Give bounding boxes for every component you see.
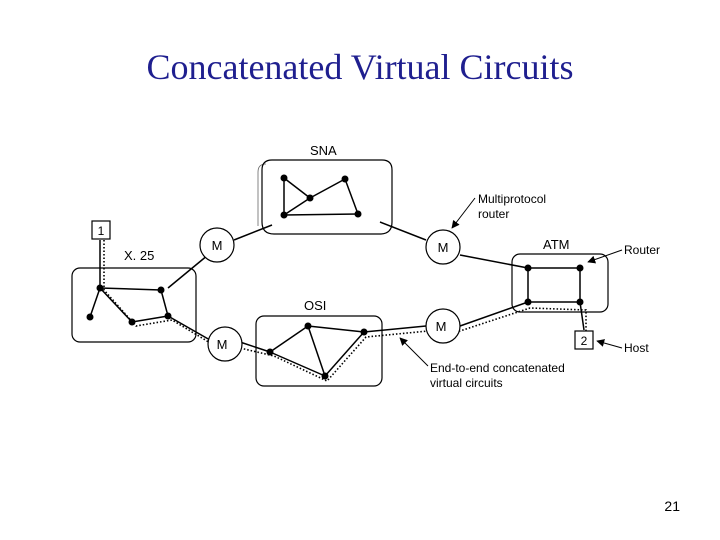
router-label: M: [435, 319, 447, 334]
multiprotocol-router-4: [426, 309, 460, 343]
osi-label: OSI: [304, 298, 327, 313]
multiprotocol-router-callout-line1: Multiprotocol: [478, 192, 547, 206]
host-2-label: 2: [580, 334, 588, 348]
multiprotocol-router-3: [208, 327, 242, 361]
router-label: M: [437, 240, 449, 255]
x25-label: X. 25: [124, 248, 155, 263]
host-1-label: 1: [97, 224, 105, 238]
x25-network: [72, 268, 196, 342]
host-callout: Host: [624, 341, 649, 355]
sna-network: [258, 160, 392, 234]
sna-label: SNA: [310, 143, 337, 158]
router-arrow: [588, 250, 622, 262]
router-label: M: [211, 238, 223, 253]
virtual-circuit-path: [104, 240, 586, 381]
multiprotocol-router-2: [426, 230, 460, 264]
multiprotocol-router-callout-line2: router: [478, 207, 510, 221]
slide-title: Concatenated Virtual Circuits: [146, 47, 574, 87]
multiprotocol-router-arrow: [452, 198, 475, 228]
host-1: [92, 221, 110, 239]
atm-label: ATM: [543, 237, 570, 252]
router-callout: Router: [624, 243, 661, 257]
slide-number: 21: [664, 498, 680, 514]
vc-callout-line2: virtual circuits: [430, 376, 503, 390]
vc-callout-line1: End-to-end concatenated: [430, 361, 565, 375]
vc-arrow: [400, 338, 428, 366]
router-label: M: [216, 337, 228, 352]
host-2: [575, 331, 593, 349]
multiprotocol-router-1: [200, 228, 234, 262]
host-arrow: [597, 341, 622, 348]
